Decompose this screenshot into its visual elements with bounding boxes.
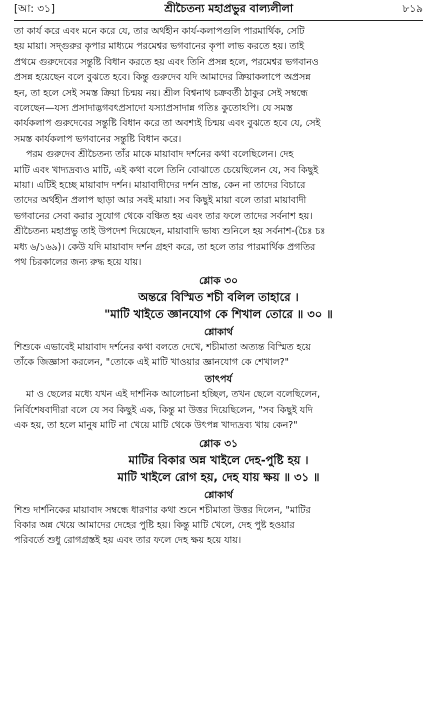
running-header <box>14 2 423 19</box>
text-line: সমস্ত কার্যকলাপ ভগবানের সন্তুষ্টি বিধান করে। <box>14 133 182 145</box>
header-title: শ্রীচৈতন্য মহাপ্রভুর বাল্যলীলা <box>164 2 294 15</box>
verse-31-line-1: মাটির বিকার অন্ন খাইলে দেহ-পুষ্টি হয় । <box>128 452 309 467</box>
text-line: তাদের অর্থহীন প্রলাপ ছাড়া আর সবই মায়া। সব কিছুই মায়া বলে তারা মায়াবাদী <box>14 195 307 207</box>
text-line: হন, তা হলে সেই সমস্ত ক্রিয়া চিন্ময় নয়। শ্রীল বিশ্বনাথ চক্রবর্তী ঠাকুর সেই সম্বন্ধে <box>14 87 308 99</box>
text-line: শিশুকে এভাবেই মায়াবাদ দর্শনের কথা বলতে দেখে, শচীমাতা অত্যন্ত বিস্মিত হয়ে <box>14 341 311 353</box>
purport-30-label: তাৎপর্য <box>204 374 233 386</box>
text-line: শিশু দার্শনিকের মায়াবাদ সম্বন্ধে ধারণার কথা শুনে শচীমাতা উত্তর দিলেন, "মাটির <box>14 504 311 516</box>
translation-30-label: শ্লোকার্থ <box>204 326 233 338</box>
text-line: প্রসন্ন হয়েছেন বলে বুঝতে হবে। কিন্তু গুরুদেব যদি আমাদের ক্রিয়াকলাপে অপ্রসন্ন <box>14 72 311 84</box>
text-line: নির্বিশেষবাদীরা বলে যে সব কিছুই এক, কিন্তু মা উত্তর দিয়েছিলেন, "সব কিছুই যদি <box>14 404 313 416</box>
text-line: তা কার্য করে এবং মনে করে যে, তার অর্থহীন কার্য-কলাপগুলি পারমার্থিক, সেটি <box>14 26 305 37</box>
page-number: ৮১৯ <box>402 3 423 15</box>
text-line: বিকার অন্ন খেয়ে আমাদের দেহের পুষ্টি হয়। কিন্তু মাটি খেলে, দেহ পুষ্ট হওয়ার <box>14 519 295 531</box>
verse-30-label: শ্লোক ৩০ <box>199 274 238 287</box>
text-line: পরিবর্তে শুধু রোগগ্রস্তই হয় এবং তার ফলে দেহ ক্ষয় হয়ে যায়। <box>14 535 242 547</box>
text-line: পথ চিরকালের জন্য রুদ্ধ হয়ে যায়। <box>14 257 142 269</box>
text-line: শ্রীচৈতন্য মহাপ্রভু তাই উপদেশ দিয়েছেন, মায়াবাদি ভাষ্য শুনিলে হয় সর্বনাশ-(চৈঃ চঃ <box>14 226 326 238</box>
text-line: এক হয়, তা হলে মানুষ মাটি না খেয়ে মাটি থেকে উৎপন্ন খাদ্যদ্রব্য খায় কেন?" <box>14 420 298 432</box>
text-line: পরম গুরুদেব শ্রীচৈতন্য তাঁর মাকে মায়াবাদ দর্শনের কথা বলেছিলেন। দেহ <box>26 149 294 161</box>
text-line: প্রথমে গুরুদেবের সন্তুষ্টি বিধান করতে হয় এবং তিনি প্রসন্ন হলে, পরমেশ্বর ভগবানও <box>14 56 319 68</box>
purport-top <box>14 24 423 147</box>
verse-31-line-2: মাটি খাইলে রোগ হয়, দেহ যায় ক্ষয় ॥ ৩১ ॥ <box>117 469 320 484</box>
text-line: বলেছেন—যস্য প্রসাদাদ্ভগবৎপ্রসাদো যস্যাপ্রসাদান্ন গতিঃ কুতোঽপি। যে সমস্ত <box>14 103 293 115</box>
header-divider <box>14 20 423 21</box>
text-line: ভগবানের সেবা করার সুযোগ থেকে বঞ্চিত হয় এবং তার ফলে তাদের সর্বনাশ হয়। <box>14 210 313 222</box>
purport-second <box>14 147 423 270</box>
text-line: তাঁকে জিজ্ঞাসা করলেন, "তোকে এই মাটি খাওয়ার জ্ঞানযোগ কে শেখাল?" <box>14 356 289 368</box>
text-line: মা ও ছেলের মধ্যে যখন এই দার্শনিক আলোচনা হচ্ছিল, তখন ছেলে বলেছিলেন, <box>26 389 321 401</box>
chapter-ref: [আ: ৩১] <box>14 3 55 15</box>
verse-31-label: শ্লোক ৩১ <box>199 437 238 450</box>
verse-30-line-2: "মাটি খাইতে জ্ঞানযোগ কে শিখাল তোরে ॥ ৩০ ॥ <box>104 306 333 321</box>
verse-30-line-1: অন্তরে বিস্মিত শচী বলিল তাহারে । <box>138 289 299 304</box>
text-line: মাটি এবং খাদ্যদ্রব্যও মাটি, এই কথা বলে তিনি বোঝাতে চেয়েছিলেন যে, সব কিছুই <box>14 164 319 176</box>
text-line: মধ্য ৬/১৬৯)। কেউ যদি মায়াবাদ দর্শন গ্রহণ করে, তা হলে তার পারমার্থিক প্রগতির <box>14 241 316 253</box>
text-line: কার্যকলাপ গুরুদেবের সন্তুষ্টি বিধান করে তা অবশ্যই চিন্ময় এবং বুঝতে হবে যে, সেই <box>14 118 321 130</box>
translation-31-label: শ্লোকার্থ <box>204 489 233 501</box>
text-line: মায়া। এটিই হচ্ছে মায়াবাদ দর্শন। মায়াবাদীদের দর্শন ভ্রান্ত, কেন না তাদের বিচারে <box>14 180 306 192</box>
text-line: হয় মায়া। সদ্গুরুর কৃপার মাধ্যমে পরমেশ্বর ভগবানের কৃপা লাভ করতে হয়। তাই <box>14 41 305 53</box>
